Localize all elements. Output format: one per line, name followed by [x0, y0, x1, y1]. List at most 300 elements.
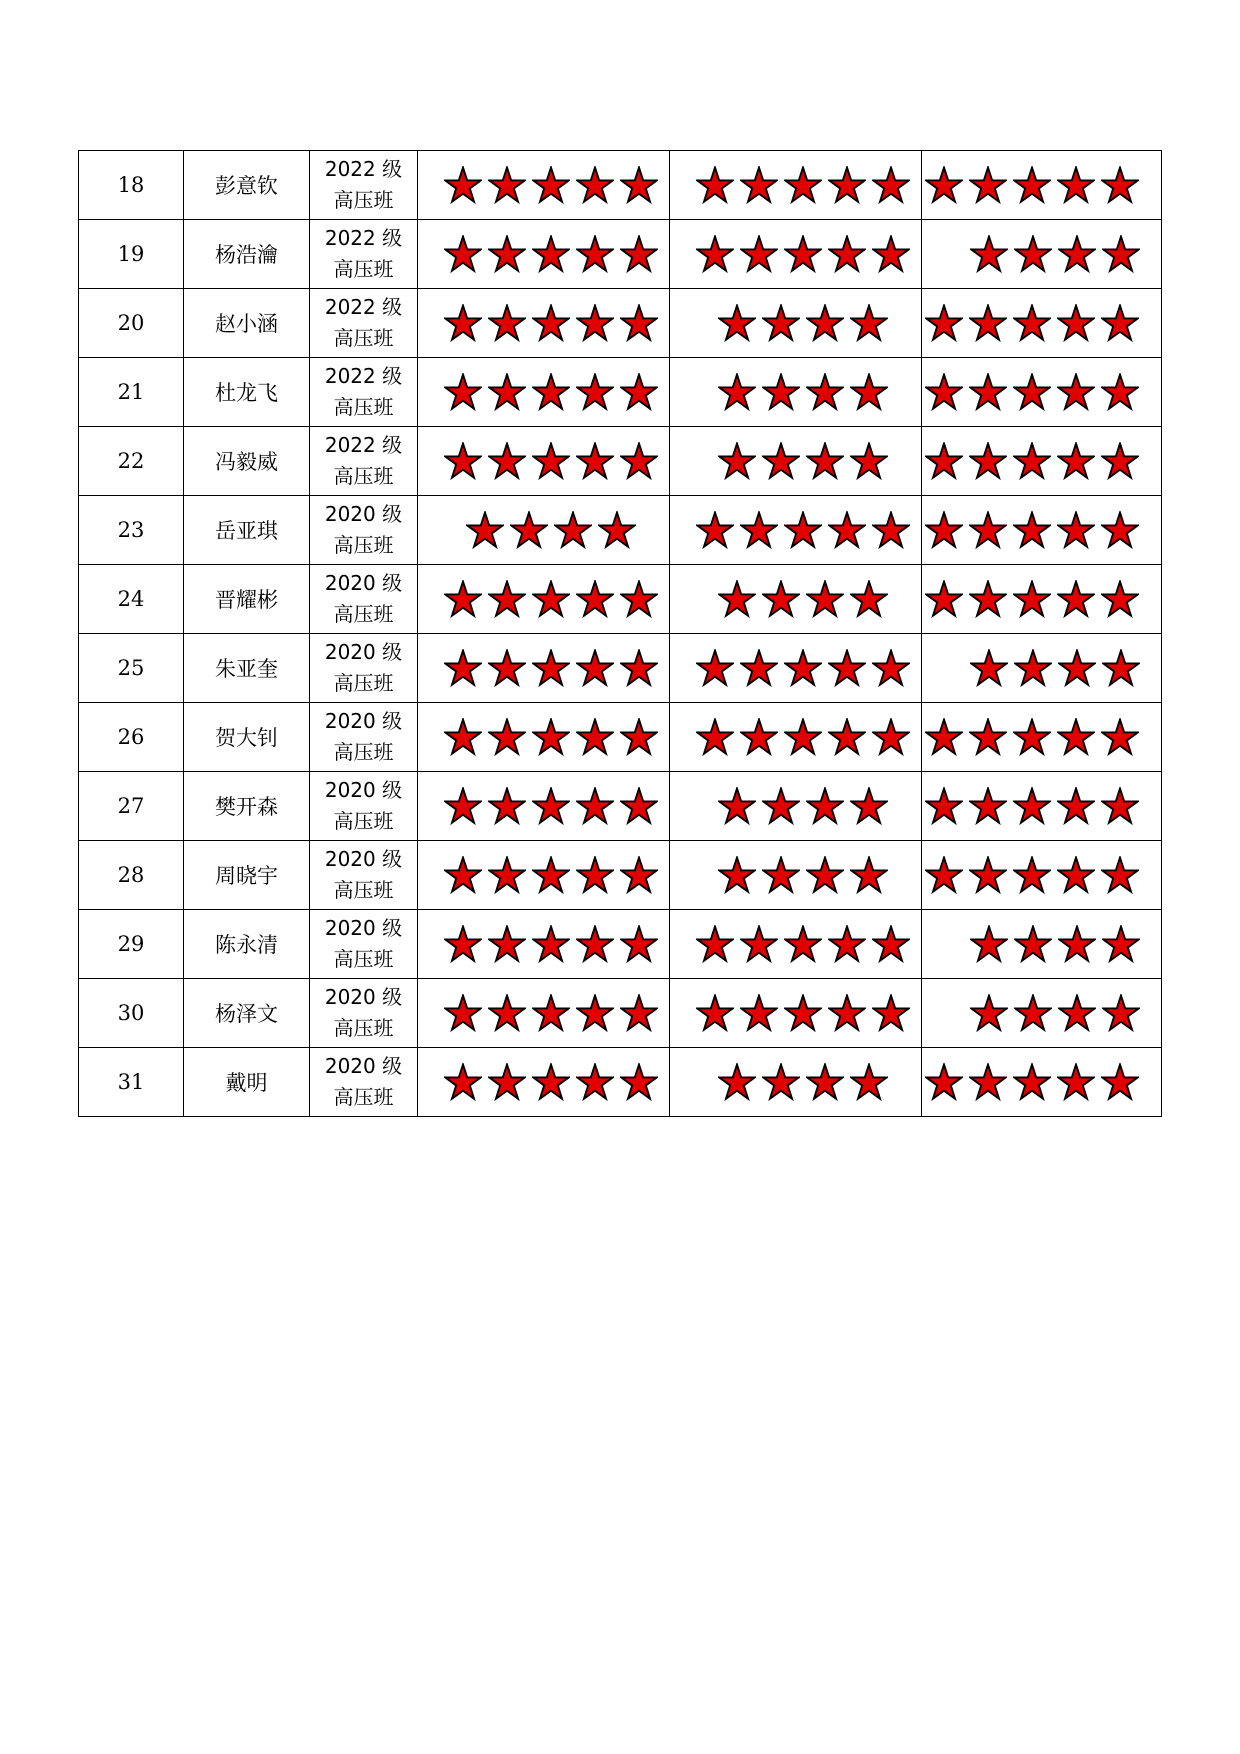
rating-cell-1 — [418, 979, 670, 1048]
star-rating — [418, 634, 669, 702]
star-icon — [850, 1063, 888, 1101]
star-icon — [532, 304, 570, 342]
star-icon — [488, 925, 526, 963]
rating-cell-2 — [670, 358, 922, 427]
class-year: 2020 级 — [324, 847, 403, 871]
star-icon — [620, 235, 658, 273]
star-rating — [670, 358, 921, 426]
star-rating — [670, 151, 921, 219]
star-icon — [696, 511, 734, 549]
star-icon — [1013, 511, 1051, 549]
rating-cell-1 — [418, 496, 670, 565]
class-cell — [310, 634, 418, 703]
star-rating — [418, 703, 669, 771]
star-icon — [828, 925, 866, 963]
class-name: 高压班 — [333, 602, 394, 626]
star-icon — [1057, 373, 1095, 411]
star-icon — [532, 580, 570, 618]
star-icon — [1013, 166, 1051, 204]
star-rating — [670, 220, 921, 288]
star-icon — [850, 442, 888, 480]
star-icon — [444, 166, 482, 204]
rating-cell-1 — [418, 220, 670, 289]
star-icon — [850, 787, 888, 825]
rating-cell-2 — [670, 289, 922, 358]
student-name: 岳亚琪 — [184, 496, 310, 565]
star-icon — [1101, 166, 1139, 204]
student-name: 杨浩瀹 — [184, 220, 310, 289]
star-icon — [1057, 1063, 1095, 1101]
star-icon — [1014, 994, 1052, 1032]
star-icon — [828, 235, 866, 273]
rating-cell-2 — [670, 496, 922, 565]
student-name: 贺大钊 — [184, 703, 310, 772]
star-rating — [418, 496, 669, 564]
star-icon — [872, 166, 910, 204]
star-icon — [806, 373, 844, 411]
rating-cell-1 — [418, 565, 670, 634]
star-rating — [670, 979, 921, 1047]
class-name: 高压班 — [333, 740, 394, 764]
star-icon — [1057, 304, 1095, 342]
star-rating — [418, 358, 669, 426]
star-rating — [922, 565, 1161, 633]
row-number: 26 — [79, 703, 184, 772]
student-name: 杜龙飞 — [184, 358, 310, 427]
star-icon — [1101, 856, 1139, 894]
star-icon — [1014, 649, 1052, 687]
star-icon — [1014, 925, 1052, 963]
row-number: 22 — [79, 427, 184, 496]
star-icon — [718, 1063, 756, 1101]
star-icon — [488, 856, 526, 894]
star-icon — [696, 925, 734, 963]
star-rating — [418, 772, 669, 840]
star-icon — [969, 580, 1007, 618]
star-icon — [1101, 511, 1139, 549]
row-number: 29 — [79, 910, 184, 979]
class-year: 2022 级 — [324, 295, 403, 319]
star-icon — [762, 1063, 800, 1101]
star-icon — [925, 718, 963, 756]
star-rating — [922, 979, 1161, 1047]
star-icon — [762, 856, 800, 894]
star-icon — [620, 166, 658, 204]
rating-cell-3 — [922, 220, 1162, 289]
star-icon — [576, 235, 614, 273]
rating-cell-1 — [418, 289, 670, 358]
star-icon — [620, 1063, 658, 1101]
star-icon — [970, 925, 1008, 963]
rating-cell-1 — [418, 703, 670, 772]
star-icon — [740, 718, 778, 756]
star-icon — [1102, 235, 1140, 273]
star-rating — [418, 979, 669, 1047]
rating-cell-3 — [922, 634, 1162, 703]
star-icon — [784, 925, 822, 963]
star-icon — [532, 1063, 570, 1101]
class-year: 2020 级 — [324, 502, 403, 526]
class-cell — [310, 1048, 418, 1117]
star-icon — [969, 1063, 1007, 1101]
star-icon — [620, 304, 658, 342]
student-name: 杨泽文 — [184, 979, 310, 1048]
star-icon — [576, 994, 614, 1032]
star-icon — [488, 166, 526, 204]
rating-cell-2 — [670, 220, 922, 289]
star-icon — [696, 166, 734, 204]
row-number: 21 — [79, 358, 184, 427]
star-icon — [1058, 235, 1096, 273]
star-icon — [576, 1063, 614, 1101]
star-icon — [488, 787, 526, 825]
star-icon — [1057, 718, 1095, 756]
star-icon — [620, 994, 658, 1032]
star-icon — [762, 580, 800, 618]
table-row — [79, 841, 1162, 910]
rating-cell-1 — [418, 151, 670, 220]
table-row — [79, 1048, 1162, 1117]
class-year: 2020 级 — [324, 709, 403, 733]
star-icon — [740, 166, 778, 204]
star-icon — [762, 373, 800, 411]
star-rating — [670, 496, 921, 564]
star-rating — [922, 427, 1161, 495]
star-icon — [969, 373, 1007, 411]
rating-cell-2 — [670, 634, 922, 703]
class-year: 2020 级 — [324, 571, 403, 595]
star-rating — [670, 910, 921, 978]
star-icon — [444, 373, 482, 411]
star-rating — [418, 220, 669, 288]
star-icon — [784, 649, 822, 687]
star-icon — [576, 166, 614, 204]
star-icon — [740, 649, 778, 687]
star-icon — [828, 166, 866, 204]
star-icon — [1057, 580, 1095, 618]
star-icon — [872, 511, 910, 549]
star-icon — [488, 580, 526, 618]
star-icon — [576, 580, 614, 618]
star-icon — [925, 580, 963, 618]
star-icon — [1013, 787, 1051, 825]
rating-cell-2 — [670, 841, 922, 910]
class-name: 高压班 — [333, 878, 394, 902]
star-icon — [850, 580, 888, 618]
star-rating — [418, 427, 669, 495]
star-icon — [576, 925, 614, 963]
star-icon — [620, 787, 658, 825]
star-icon — [850, 856, 888, 894]
table-row — [79, 220, 1162, 289]
class-name: 高压班 — [333, 1016, 394, 1040]
rating-cell-3 — [922, 289, 1162, 358]
class-cell — [310, 910, 418, 979]
rating-cell-3 — [922, 427, 1162, 496]
star-icon — [620, 649, 658, 687]
student-rating-table — [78, 150, 1162, 1117]
star-rating — [418, 841, 669, 909]
star-icon — [828, 511, 866, 549]
table-row — [79, 565, 1162, 634]
class-name: 高压班 — [333, 809, 394, 833]
rating-cell-3 — [922, 910, 1162, 979]
rating-cell-2 — [670, 1048, 922, 1117]
star-icon — [925, 304, 963, 342]
star-icon — [1057, 787, 1095, 825]
star-rating — [922, 703, 1161, 771]
star-icon — [925, 1063, 963, 1101]
star-icon — [740, 925, 778, 963]
student-name: 冯毅威 — [184, 427, 310, 496]
table-row — [79, 703, 1162, 772]
class-cell — [310, 289, 418, 358]
class-cell — [310, 496, 418, 565]
star-rating — [418, 151, 669, 219]
star-icon — [925, 856, 963, 894]
star-icon — [576, 442, 614, 480]
star-icon — [444, 787, 482, 825]
star-icon — [1013, 718, 1051, 756]
star-icon — [718, 373, 756, 411]
row-number: 31 — [79, 1048, 184, 1117]
class-cell — [310, 772, 418, 841]
star-icon — [1101, 442, 1139, 480]
star-rating — [922, 151, 1161, 219]
class-year: 2020 级 — [324, 985, 403, 1009]
star-icon — [488, 442, 526, 480]
star-icon — [576, 649, 614, 687]
star-icon — [1058, 925, 1096, 963]
class-cell — [310, 427, 418, 496]
table-row — [79, 634, 1162, 703]
rating-cell-3 — [922, 151, 1162, 220]
star-icon — [444, 649, 482, 687]
student-name: 陈永清 — [184, 910, 310, 979]
star-icon — [784, 994, 822, 1032]
star-icon — [444, 442, 482, 480]
star-rating — [922, 841, 1161, 909]
star-icon — [620, 580, 658, 618]
star-rating — [670, 565, 921, 633]
star-icon — [576, 856, 614, 894]
star-icon — [784, 718, 822, 756]
star-rating — [670, 703, 921, 771]
star-icon — [1058, 649, 1096, 687]
star-rating — [922, 772, 1161, 840]
row-number: 18 — [79, 151, 184, 220]
star-icon — [806, 580, 844, 618]
star-icon — [925, 166, 963, 204]
class-cell — [310, 358, 418, 427]
student-name: 朱亚奎 — [184, 634, 310, 703]
star-icon — [970, 649, 1008, 687]
table-row — [79, 358, 1162, 427]
star-icon — [1101, 580, 1139, 618]
table-row — [79, 772, 1162, 841]
star-icon — [444, 925, 482, 963]
rating-cell-1 — [418, 1048, 670, 1117]
star-icon — [925, 442, 963, 480]
star-icon — [532, 649, 570, 687]
star-icon — [488, 373, 526, 411]
rating-cell-3 — [922, 772, 1162, 841]
star-icon — [488, 718, 526, 756]
star-icon — [828, 718, 866, 756]
class-year: 2022 级 — [324, 364, 403, 388]
star-icon — [532, 856, 570, 894]
row-number: 20 — [79, 289, 184, 358]
star-icon — [1101, 1063, 1139, 1101]
star-icon — [872, 994, 910, 1032]
class-cell — [310, 979, 418, 1048]
star-icon — [444, 1063, 482, 1101]
star-rating — [418, 289, 669, 357]
table-row — [79, 427, 1162, 496]
student-name: 戴明 — [184, 1048, 310, 1117]
star-icon — [1013, 442, 1051, 480]
star-icon — [718, 580, 756, 618]
star-rating — [922, 910, 1161, 978]
star-icon — [532, 235, 570, 273]
rating-cell-3 — [922, 496, 1162, 565]
rating-cell-3 — [922, 565, 1162, 634]
star-icon — [488, 304, 526, 342]
star-icon — [444, 580, 482, 618]
star-icon — [872, 925, 910, 963]
class-cell — [310, 703, 418, 772]
class-year: 2020 级 — [324, 778, 403, 802]
star-icon — [532, 718, 570, 756]
class-name: 高压班 — [333, 1085, 394, 1109]
star-icon — [444, 235, 482, 273]
row-number: 23 — [79, 496, 184, 565]
rating-cell-3 — [922, 979, 1162, 1048]
rating-cell-3 — [922, 358, 1162, 427]
star-icon — [970, 994, 1008, 1032]
star-rating — [922, 289, 1161, 357]
class-cell — [310, 841, 418, 910]
star-icon — [696, 235, 734, 273]
star-icon — [488, 235, 526, 273]
star-icon — [444, 304, 482, 342]
star-rating — [670, 427, 921, 495]
star-icon — [872, 718, 910, 756]
rating-cell-3 — [922, 703, 1162, 772]
star-icon — [444, 994, 482, 1032]
star-icon — [969, 304, 1007, 342]
star-icon — [1013, 304, 1051, 342]
rating-cell-1 — [418, 634, 670, 703]
star-icon — [762, 442, 800, 480]
class-cell — [310, 220, 418, 289]
star-icon — [784, 511, 822, 549]
star-icon — [532, 994, 570, 1032]
table-row — [79, 910, 1162, 979]
star-icon — [696, 649, 734, 687]
star-icon — [444, 718, 482, 756]
star-rating — [670, 634, 921, 702]
rating-cell-2 — [670, 772, 922, 841]
star-icon — [806, 1063, 844, 1101]
star-icon — [598, 511, 636, 549]
star-icon — [532, 925, 570, 963]
star-rating — [418, 565, 669, 633]
star-rating — [670, 841, 921, 909]
star-icon — [740, 511, 778, 549]
star-icon — [1102, 925, 1140, 963]
star-icon — [925, 511, 963, 549]
star-icon — [620, 925, 658, 963]
row-number: 28 — [79, 841, 184, 910]
star-rating — [922, 634, 1161, 702]
star-icon — [969, 511, 1007, 549]
star-rating — [922, 220, 1161, 288]
student-name: 樊开森 — [184, 772, 310, 841]
student-name: 彭意钦 — [184, 151, 310, 220]
star-icon — [718, 787, 756, 825]
star-rating — [670, 289, 921, 357]
rating-cell-2 — [670, 151, 922, 220]
star-icon — [532, 166, 570, 204]
rating-cell-3 — [922, 841, 1162, 910]
star-icon — [806, 304, 844, 342]
table-row — [79, 289, 1162, 358]
star-icon — [576, 787, 614, 825]
rating-cell-2 — [670, 703, 922, 772]
star-icon — [576, 373, 614, 411]
star-icon — [1013, 856, 1051, 894]
class-year: 2020 级 — [324, 916, 403, 940]
star-icon — [1102, 649, 1140, 687]
row-number: 24 — [79, 565, 184, 634]
class-year: 2020 级 — [324, 640, 403, 664]
star-icon — [444, 856, 482, 894]
class-name: 高压班 — [333, 464, 394, 488]
table-row — [79, 979, 1162, 1048]
star-icon — [1101, 304, 1139, 342]
star-icon — [532, 442, 570, 480]
class-name: 高压班 — [333, 533, 394, 557]
class-name: 高压班 — [333, 326, 394, 350]
row-number: 19 — [79, 220, 184, 289]
rating-cell-2 — [670, 427, 922, 496]
star-icon — [925, 787, 963, 825]
star-icon — [576, 718, 614, 756]
star-icon — [1101, 787, 1139, 825]
class-name: 高压班 — [333, 188, 394, 212]
rating-cell-3 — [922, 1048, 1162, 1117]
star-icon — [620, 718, 658, 756]
class-year: 2022 级 — [324, 157, 403, 181]
star-icon — [850, 304, 888, 342]
star-icon — [1057, 856, 1095, 894]
star-icon — [532, 373, 570, 411]
star-icon — [969, 856, 1007, 894]
star-icon — [850, 373, 888, 411]
row-number: 25 — [79, 634, 184, 703]
rating-cell-2 — [670, 565, 922, 634]
star-rating — [670, 1048, 921, 1116]
row-number: 27 — [79, 772, 184, 841]
star-icon — [466, 511, 504, 549]
star-icon — [1014, 235, 1052, 273]
star-icon — [1013, 373, 1051, 411]
rating-cell-1 — [418, 772, 670, 841]
star-icon — [1057, 166, 1095, 204]
row-number: 30 — [79, 979, 184, 1048]
star-rating — [922, 496, 1161, 564]
